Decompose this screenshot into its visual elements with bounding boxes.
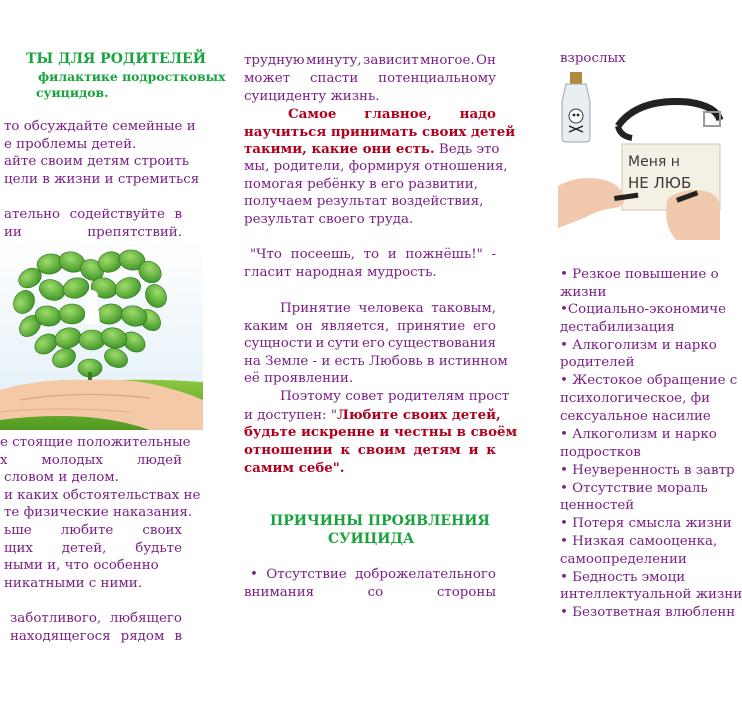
word: детей, bbox=[61, 541, 107, 556]
highlight: такими, какие они есть. bbox=[244, 141, 435, 157]
text: Ведь это bbox=[434, 142, 500, 157]
col3-item-8: психологическое, фи bbox=[560, 391, 711, 406]
word: - bbox=[491, 247, 496, 262]
word: то bbox=[363, 247, 380, 262]
word: молодых bbox=[41, 453, 103, 468]
col2-l4 bbox=[288, 105, 496, 123]
word: принятие bbox=[397, 319, 466, 334]
word: человека bbox=[358, 301, 424, 316]
col3-item-19: интеллектуальной жизни bbox=[560, 587, 742, 602]
col2-l15 bbox=[244, 335, 496, 353]
word: Он bbox=[476, 53, 496, 68]
word: минуту, bbox=[305, 53, 362, 68]
col1-p3-l1: е стоящие положительные bbox=[0, 435, 191, 450]
col3-l0: взрослых bbox=[560, 51, 626, 66]
word: находящегося bbox=[10, 629, 111, 644]
col3-item-4: дестабилизация bbox=[560, 320, 675, 335]
col1-p3-l5: те физические наказания. bbox=[4, 505, 193, 520]
col3-item-7: • Жестокое обращение с bbox=[560, 373, 738, 388]
sign-line1: Меня н bbox=[628, 154, 680, 170]
col1-title-line1: ТЫ ДЛЯ РОДИТЕЛЕЙ bbox=[26, 51, 206, 67]
text: и доступен: " bbox=[244, 408, 337, 423]
word: доброжелательного bbox=[355, 567, 496, 582]
word: пожнёшь!" bbox=[405, 247, 483, 262]
heart-leaves-hand-image bbox=[0, 240, 203, 430]
word: стороны bbox=[436, 585, 496, 600]
word: и bbox=[387, 247, 397, 262]
col1-p3-l4: и каких обстоятельствах не bbox=[4, 488, 201, 503]
col2-l8: помогая ребёнку в его развитии, bbox=[244, 177, 478, 192]
word: любящего bbox=[109, 611, 182, 626]
col2-l6 bbox=[244, 140, 499, 159]
word: он bbox=[295, 319, 313, 334]
highlight: Любите своих детей, bbox=[336, 407, 501, 423]
col2-l9: получаем результат воздействия, bbox=[244, 194, 484, 209]
col3-item-9: сексуальное насилие bbox=[560, 409, 711, 424]
col1-p4-l1 bbox=[10, 610, 182, 628]
section-heading-line2: СУИЦИДА bbox=[328, 531, 415, 547]
word: ии bbox=[4, 225, 22, 240]
word: детям bbox=[413, 442, 461, 458]
word: его bbox=[472, 319, 496, 334]
word: трудную bbox=[244, 53, 305, 68]
col1-p3-l9: никатными с ними. bbox=[4, 576, 142, 591]
word: в bbox=[174, 207, 182, 222]
section-heading-line1: ПРИЧИНЫ ПРОЯВЛЕНИЯ bbox=[270, 513, 490, 529]
word: заботливого, bbox=[10, 611, 102, 626]
word: своих bbox=[142, 523, 182, 538]
word: будьте bbox=[135, 541, 182, 556]
col3-item-11: подростков bbox=[560, 445, 641, 460]
col2-bullet-l1 bbox=[250, 566, 496, 584]
word: Отсутствие bbox=[266, 567, 347, 582]
word: содействуйте bbox=[69, 207, 165, 222]
word: своим bbox=[357, 442, 406, 458]
col1-p1-l4: цели в жизни и стремиться bbox=[4, 172, 200, 187]
word: многое. bbox=[420, 53, 475, 68]
teen-bottle-sign-icon bbox=[558, 68, 720, 240]
col2-l2 bbox=[244, 70, 496, 88]
word: к bbox=[486, 442, 496, 458]
col2-l5: научиться принимать своих детей bbox=[244, 124, 516, 140]
col2-l3: суициденту жизнь. bbox=[244, 89, 380, 104]
col3-item-18: • Бедность эмоци bbox=[560, 570, 686, 585]
word: ьше bbox=[4, 523, 32, 538]
word: и bbox=[315, 336, 325, 351]
word: каким bbox=[244, 319, 289, 334]
word: отношении bbox=[244, 442, 333, 458]
col1-p1-l1: то обсуждайте семейные и bbox=[4, 119, 196, 134]
col3-item-2: жизни bbox=[560, 285, 607, 300]
word: надо bbox=[459, 106, 496, 122]
col1-p3-l3: словом и делом. bbox=[4, 470, 119, 485]
right-column bbox=[558, 0, 742, 707]
col3-item-1: • Резкое повышение о bbox=[560, 267, 719, 282]
col1-title-line2: филактике подростковых bbox=[38, 69, 226, 84]
col2-l10: результат своего труда. bbox=[244, 212, 414, 227]
col2-l13 bbox=[280, 300, 496, 318]
col1-p1-l2: е проблемы детей. bbox=[4, 137, 137, 152]
word: может bbox=[244, 71, 291, 86]
col1-p2-l1 bbox=[4, 206, 182, 224]
word: Принятие bbox=[280, 301, 351, 316]
col2-l7: мы, родители, формируя отношения, bbox=[244, 159, 508, 174]
word: ательно bbox=[4, 207, 61, 222]
teen-sign-image bbox=[558, 68, 720, 240]
word: является, bbox=[320, 319, 390, 334]
bullet: • bbox=[250, 567, 258, 582]
col3-item-5: • Алкоголизм и нарко bbox=[560, 338, 717, 353]
sign-line2: НЕ ЛЮБ bbox=[628, 174, 692, 192]
word: посеешь, bbox=[290, 247, 355, 262]
word: людей bbox=[136, 453, 182, 468]
word: сути bbox=[327, 336, 360, 351]
word: Самое bbox=[288, 106, 337, 122]
word: в bbox=[174, 629, 182, 644]
col2-l16: на Земле - и есть Любовь в истинном bbox=[244, 354, 508, 369]
col3-item-15: • Потеря смысла жизни bbox=[560, 516, 732, 531]
word: рядом bbox=[120, 629, 165, 644]
word: главное, bbox=[364, 106, 432, 122]
col1-p1-l3: айте своим детям строить bbox=[4, 154, 190, 169]
word: препятствий. bbox=[87, 225, 182, 240]
col3-item-3: •Социально-экономиче bbox=[560, 302, 727, 317]
word: внимания bbox=[244, 585, 315, 600]
heart-leaves-hand-icon bbox=[0, 240, 203, 430]
col3-item-10: • Алкоголизм и нарко bbox=[560, 427, 717, 442]
col1-p3-l6 bbox=[4, 522, 182, 540]
col1-p3-l2 bbox=[0, 452, 182, 470]
col3-item-6: родителей bbox=[560, 355, 635, 370]
col2-l22: самим себе". bbox=[244, 460, 345, 476]
col3-item-20: • Безответная влюбленн bbox=[560, 605, 736, 620]
col2-l11 bbox=[250, 246, 496, 264]
word: сущности bbox=[244, 336, 313, 351]
col1-p3-l8: ными и, что особенно bbox=[4, 558, 159, 573]
col3-item-13: • Отсутствие мораль bbox=[560, 481, 708, 496]
word: к bbox=[340, 442, 350, 458]
col2-l17: её проявлении. bbox=[244, 371, 354, 386]
word: х bbox=[0, 453, 8, 468]
word: со bbox=[367, 585, 384, 600]
word: зависит bbox=[363, 53, 419, 68]
col2-bullet-l2 bbox=[244, 584, 496, 602]
word: и bbox=[468, 442, 479, 458]
word: потенциальному bbox=[378, 71, 496, 86]
col3-item-14: ценностей bbox=[560, 498, 635, 513]
col3-item-17: самоопределении bbox=[560, 552, 687, 567]
middle-column bbox=[244, 0, 518, 707]
word: существования bbox=[387, 336, 496, 351]
col2-l21 bbox=[244, 441, 496, 459]
col2-l12: гласит народная мудрость. bbox=[244, 265, 437, 280]
col2-l20: будьте искренне и честны в своём bbox=[244, 424, 518, 440]
word: таковым, bbox=[431, 301, 496, 316]
col3-item-16: • Низкая самооценка, bbox=[560, 534, 718, 549]
col2-l1 bbox=[244, 52, 496, 70]
word: щих bbox=[4, 541, 33, 556]
word: спасти bbox=[310, 71, 359, 86]
col1-p4-l2 bbox=[10, 628, 182, 646]
col3-item-12: • Неуверенность в завтр bbox=[560, 463, 735, 478]
word: "Что bbox=[250, 247, 282, 262]
col1-title-line3: суицидов. bbox=[36, 85, 109, 100]
word: его bbox=[361, 336, 385, 351]
col2-l14 bbox=[244, 318, 496, 336]
left-column bbox=[0, 0, 226, 707]
word: любите bbox=[60, 523, 114, 538]
col1-p3-l7 bbox=[4, 540, 182, 558]
col2-l18: Поэтому совет родителям прост bbox=[280, 389, 510, 404]
